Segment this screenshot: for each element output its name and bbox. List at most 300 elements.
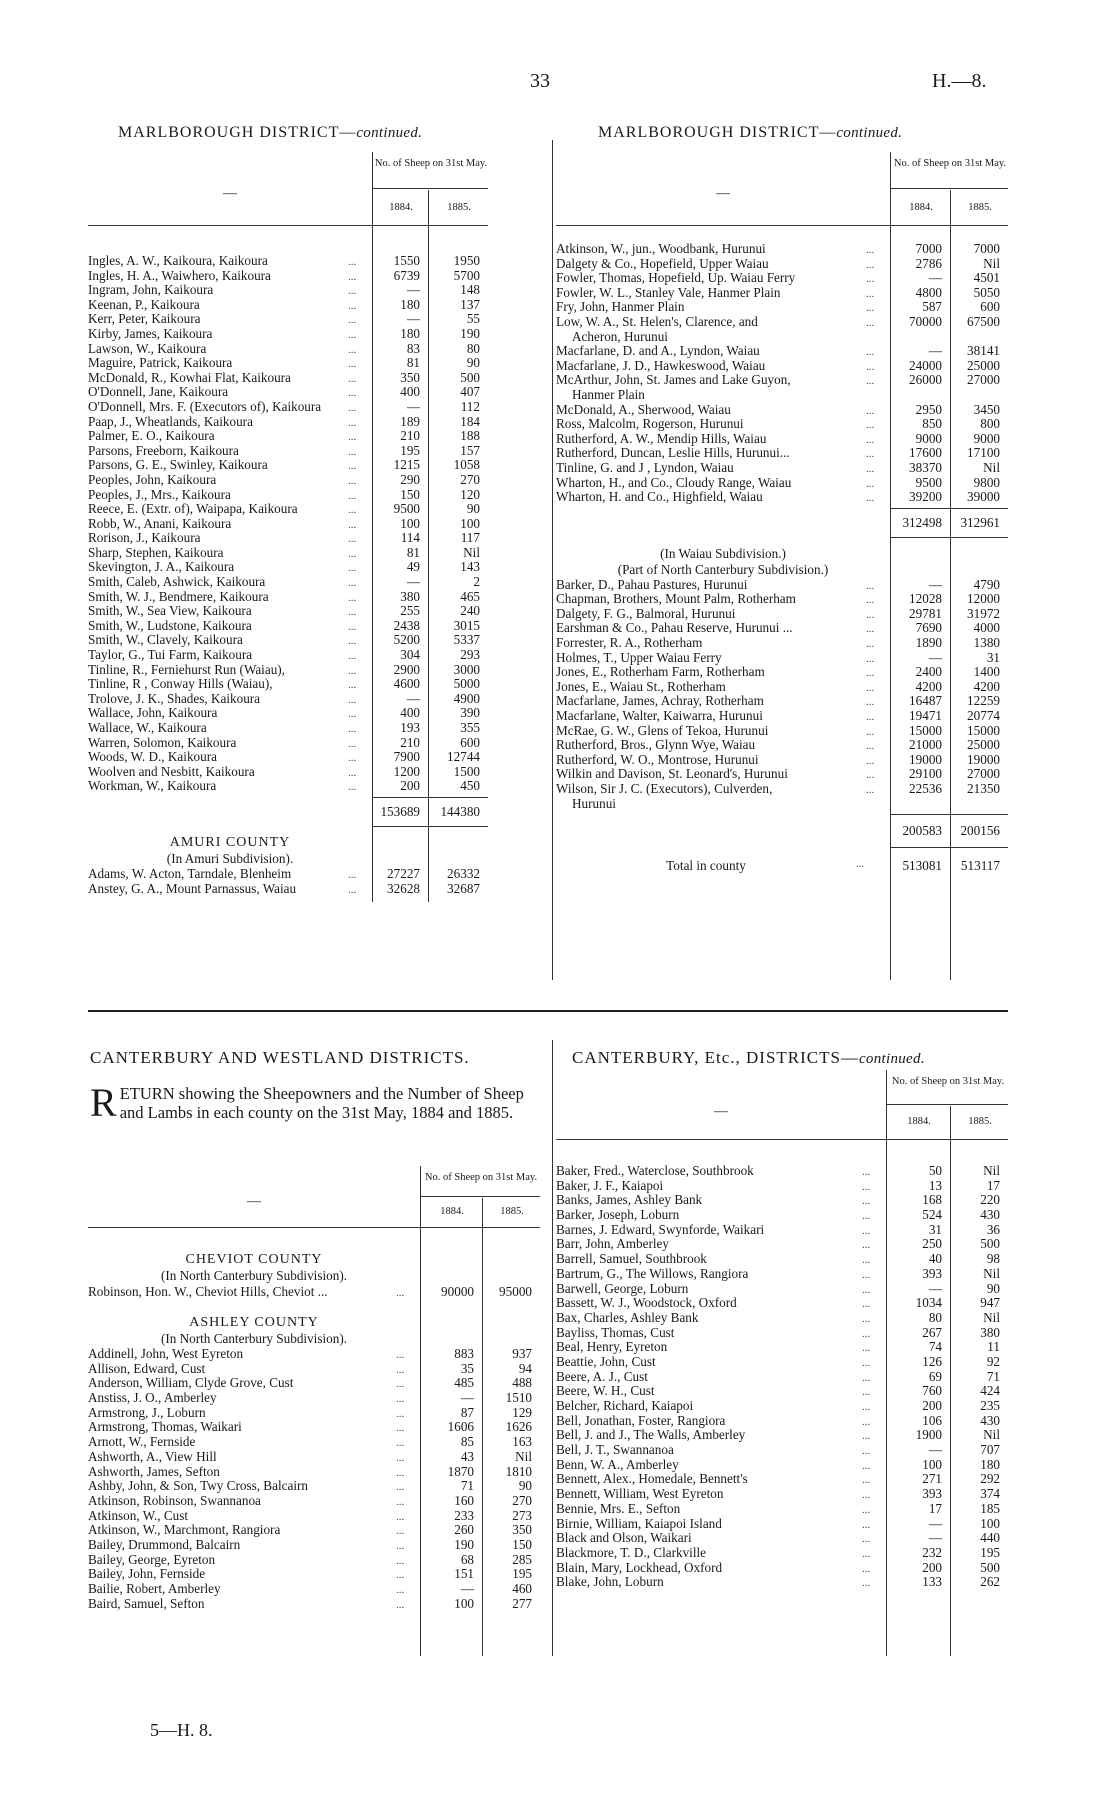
leader-dots: ...	[866, 652, 875, 665]
sheep-1885: Nil	[983, 255, 1000, 271]
leader-dots: ...	[866, 419, 875, 432]
owner-name: Macfarlane, James, Achray, Rotherham	[556, 694, 764, 709]
owner-name: Paap, J., Wheatlands, Kaikoura	[88, 414, 253, 429]
table-row	[88, 1465, 540, 1480]
sheep-1885: 430	[980, 1207, 1000, 1223]
total-1884: 153689	[380, 803, 420, 819]
leader-dots: ...	[866, 696, 875, 709]
sheep-1884: —	[928, 1515, 942, 1531]
sheep-1884: 304	[400, 647, 420, 663]
owner-name: Tinline, R , Conway Hills (Waiau),	[88, 677, 273, 692]
table-row	[556, 1546, 1008, 1561]
sheep-1885: Nil	[515, 1448, 532, 1464]
sheep-1885: 4200	[973, 678, 1000, 694]
sheep-1885: 17	[986, 1177, 1000, 1193]
leader-dots: ...	[348, 766, 357, 779]
amuri-county-title: AMURI COUNTY	[169, 834, 291, 850]
leader-dots: ...	[348, 358, 357, 371]
table-row	[556, 1340, 1008, 1355]
table-row	[556, 1179, 1008, 1194]
owner-name: McArthur, John, St. James and Lake Guyon,	[556, 373, 791, 388]
sheep-1884: 21000	[909, 737, 942, 753]
leader-dots: ...	[866, 316, 875, 329]
table-row	[556, 1370, 1008, 1385]
sheep-1884: 19471	[909, 708, 942, 724]
table-row	[88, 1523, 540, 1538]
table-row	[556, 286, 1008, 301]
sheep-1885: 137	[460, 296, 480, 312]
owner-name: O'Donnell, Jane, Kaikoura	[88, 385, 229, 400]
column-group-label: No. of Sheep on 31st May.	[424, 1172, 538, 1183]
sheep-1884: 2400	[915, 664, 942, 680]
sheep-1885: 95000	[499, 1284, 532, 1299]
sheep-1884: 9500	[915, 474, 942, 490]
sheep-1885: 9800	[973, 474, 1000, 490]
column-header-dash: —	[223, 186, 237, 201]
sheep-1885: 1626	[505, 1419, 532, 1435]
leader-dots: ...	[862, 1430, 871, 1443]
sheep-1884: 1034	[915, 1295, 942, 1311]
table-row	[556, 242, 1008, 257]
column-header-dash: —	[716, 186, 730, 201]
sheep-1885: 26332	[447, 865, 480, 881]
sheep-1884: 200	[922, 1398, 942, 1413]
sheep-1884: 290	[400, 471, 420, 487]
owner-name: Bax, Charles, Ashley Bank	[556, 1310, 699, 1325]
sheep-1885: 947	[980, 1295, 1000, 1311]
sheep-1884: 81	[406, 355, 420, 371]
sheep-1884: —	[460, 1390, 474, 1406]
sheep-1885: 100	[460, 515, 480, 531]
sheep-1885: 4790	[973, 576, 1000, 592]
sheep-1885: 100	[980, 1515, 1000, 1531]
sheep-1885: 1510	[505, 1390, 532, 1406]
leader-dots: ...	[348, 416, 357, 429]
sheep-1884: 80	[928, 1309, 942, 1325]
sheep-1885: 17100	[967, 445, 1000, 461]
column-rule-lb	[420, 1228, 421, 1656]
column-rule-rb-2	[950, 1140, 951, 1656]
sheep-1885: 12000	[967, 591, 1000, 607]
sheep-1885: 129	[512, 1404, 532, 1420]
owner-name: Peoples, John, Kaikoura	[88, 472, 217, 487]
owner-name: Barrell, Samuel, Southbrook	[556, 1252, 707, 1267]
owner-name: Ashworth, James, Sefton	[88, 1464, 220, 1479]
owner-name: Bell, Jonathan, Foster, Rangiora	[556, 1413, 726, 1428]
owner-name: Bailey, Drummond, Balcairn	[88, 1537, 241, 1552]
owner-name: Sharp, Stephen, Kaikoura	[88, 545, 224, 560]
owner-name: Rutherford, W. O., Montrose, Hurunui	[556, 752, 759, 767]
leader-dots: ...	[348, 328, 357, 341]
leader-dots: ...	[396, 1422, 405, 1435]
sheep-1884: 393	[922, 1486, 942, 1502]
sheep-1885: 293	[460, 647, 480, 663]
table-row	[556, 1414, 1008, 1429]
leader-dots: ...	[862, 1401, 871, 1413]
column-header	[88, 152, 488, 226]
owner-name: Fowler, W. L., Stanley Vale, Hanmer Plain	[556, 285, 781, 300]
owner-name: Ingram, John, Kaikoura	[88, 283, 214, 298]
leader-dots: ...	[396, 1451, 405, 1464]
sheep-1884: 1900	[915, 1427, 942, 1443]
owner-name: Blackmore, T. D., Clarkville	[556, 1545, 707, 1560]
owner-name: Macfarlane, J. D., Hawkeswood, Waiau	[556, 358, 766, 373]
owner-name: Armstrong, Thomas, Waikari	[88, 1420, 242, 1435]
sheep-1885: 195	[512, 1566, 532, 1582]
sheep-1885: 488	[512, 1375, 532, 1391]
leader-dots: ...	[348, 781, 357, 794]
table-row	[556, 1282, 1008, 1297]
leader-dots: ...	[348, 620, 357, 633]
leader-dots: ...	[348, 737, 357, 750]
owner-name: Arnott, W., Fernside	[88, 1435, 196, 1450]
table-row	[556, 1443, 1008, 1458]
owner-name: Wallace, John, Kaikoura	[88, 706, 218, 721]
sheep-1884: 485	[454, 1375, 474, 1391]
sheep-1884: 4800	[915, 284, 942, 300]
table-row	[556, 621, 1008, 636]
table-row	[556, 476, 1008, 491]
sheep-1885: 94	[518, 1360, 532, 1376]
owner-name: Black and Olson, Waikari	[556, 1531, 692, 1546]
sheep-1885: 440	[980, 1530, 1000, 1546]
sheep-1885: 460	[512, 1581, 532, 1596]
sheep-1884: 19000	[909, 751, 942, 767]
owner-name: Smith, W., Clavely, Kaikoura	[88, 633, 243, 648]
owner-name: Chapman, Brothers, Mount Palm, Rotherham	[556, 592, 796, 607]
ashley-county-title: ASHLEY COUNTY	[189, 1315, 319, 1330]
leader-dots: ...	[862, 1210, 871, 1223]
sheep-1884: 587	[922, 299, 942, 315]
sheep-1884: 83	[406, 340, 420, 356]
sheep-1885: 407	[460, 384, 480, 400]
sheep-1884: 68	[460, 1551, 474, 1567]
table-row	[88, 1553, 540, 1568]
sheep-1885: 277	[512, 1595, 532, 1611]
sheep-1885: 25000	[967, 737, 1000, 753]
sheep-1884: 180	[400, 296, 420, 312]
sheep-1885: 374	[980, 1486, 1000, 1502]
owner-name: Holmes, T., Upper Waiau Ferry	[556, 650, 722, 665]
leader-dots: ...	[348, 314, 357, 327]
sheep-1885: 36	[986, 1221, 1000, 1237]
sheep-1884: —	[460, 1581, 474, 1596]
leader-dots: ...	[348, 343, 357, 356]
sheep-1885: 1500	[453, 763, 480, 779]
column-group-rule	[372, 188, 488, 189]
left-bottom-table	[88, 1166, 540, 1611]
owner-name: Fry, John, Hanmer Plain	[556, 300, 685, 315]
owner-name: Workman, W., Kaikoura	[88, 779, 217, 794]
owner-name: McDonald, R., Kowhai Flat, Kaikoura	[88, 370, 291, 385]
county-total-label: Total in county	[666, 858, 746, 874]
leader-dots: ...	[866, 258, 875, 271]
owner-name: Wilkin and Davison, St. Leonard's, Hurunui	[556, 767, 788, 782]
year-1885-label: 1885.	[968, 202, 992, 213]
sheep-1884: 233	[454, 1507, 474, 1523]
owner-name: Rorison, J., Kaikoura	[88, 531, 201, 546]
table-row	[556, 1237, 1008, 1252]
leader-dots: ...	[866, 346, 875, 359]
leader-dots: ...	[862, 1445, 871, 1458]
owner-name: Addinell, John, West Eyreton	[88, 1347, 244, 1361]
sheep-1885: 190	[460, 325, 480, 341]
owner-name: Belcher, Richard, Kaiapoi	[556, 1399, 694, 1413]
owner-name: Dalgety & Co., Hopefield, Upper Waiau	[556, 256, 769, 271]
leader-dots: ...	[862, 1239, 871, 1252]
leader-dots: ...	[348, 708, 357, 721]
leader-dots: ...	[862, 1283, 871, 1296]
sheep-1884: 250	[922, 1236, 942, 1252]
sheep-1884: 150	[400, 486, 420, 502]
sheep-1884: 31	[928, 1221, 942, 1237]
leader-dots: ...	[396, 1539, 405, 1552]
leader-dots: ...	[862, 1459, 871, 1472]
sheep-1884: 160	[454, 1492, 474, 1508]
sheep-1884: 16487	[909, 693, 942, 709]
sheep-1885: 350	[512, 1522, 532, 1538]
sheep-1884: 26000	[909, 372, 942, 388]
table-row	[88, 1597, 540, 1612]
column-rule-left-2	[428, 226, 429, 902]
right-top-rows	[556, 242, 1008, 505]
sheep-1885: 20774	[967, 708, 1000, 724]
owner-name: Blake, John, Loburn	[556, 1575, 664, 1590]
sheep-1884: 15000	[909, 722, 942, 738]
owner-name: Allison, Edward, Cust	[88, 1361, 206, 1376]
sheep-1885: 9000	[973, 430, 1000, 446]
table-row	[556, 1575, 1008, 1590]
sheep-1885: 4900	[453, 690, 480, 706]
leader-dots: ...	[396, 1569, 405, 1582]
leader-dots: ...	[862, 1312, 871, 1325]
table-row	[556, 1487, 1008, 1502]
sheep-1884: 2438	[393, 617, 420, 633]
sheep-1885: 5700	[453, 267, 480, 283]
leader-dots: ...	[862, 1547, 871, 1560]
table-row	[556, 724, 1008, 739]
owner-name: Woods, W. D., Kaikoura	[88, 750, 217, 765]
owner-name: Ashworth, A., View Hill	[88, 1449, 217, 1464]
table-row	[556, 1267, 1008, 1282]
sheep-1884: 133	[922, 1574, 942, 1590]
sheep-1885: 27000	[967, 372, 1000, 388]
sheep-1884: 400	[400, 705, 420, 721]
sheep-1885: 112	[460, 398, 480, 414]
sheep-1885: 450	[460, 778, 480, 794]
leader-dots: ...	[866, 608, 875, 621]
column-header	[88, 1166, 540, 1228]
column-group-rule	[886, 1104, 1008, 1105]
sheep-1885: 25000	[967, 357, 1000, 373]
sheep-1885: 90	[466, 501, 480, 517]
sheep-1885: 120	[460, 486, 480, 502]
leader-dots: ...	[866, 287, 875, 300]
table-row	[556, 1384, 1008, 1399]
sheep-1884: 393	[922, 1265, 942, 1281]
column-header-dash: —	[714, 1104, 728, 1119]
owner-name: Low, W. A., St. Helen's, Clarence, and	[556, 314, 758, 329]
cheviot-county-subtitle: (In North Canterbury Subdivision).	[160, 1268, 348, 1283]
owner-name: Tinline, R., Ferniehurst Run (Waiau),	[88, 662, 285, 677]
leader-dots: ...	[348, 489, 357, 502]
table-row	[556, 636, 1008, 651]
owner-name: Ingles, A. W., Kaikoura, Kaikoura	[88, 254, 268, 268]
table-row	[556, 1193, 1008, 1208]
sheep-1884: —	[928, 1530, 942, 1546]
owner-name: Benn, W. A., Amberley	[556, 1457, 679, 1472]
sheep-1884: 168	[922, 1192, 942, 1208]
sheep-1884: 210	[400, 734, 420, 750]
table-row	[88, 1567, 540, 1582]
sheep-1885: 270	[460, 471, 480, 487]
table-row	[88, 1376, 540, 1391]
sheep-1884: 1200	[393, 763, 420, 779]
table-row	[88, 1479, 540, 1494]
leader-dots: ...	[396, 1378, 405, 1391]
subtotal2-1884: 200583	[902, 823, 942, 839]
sheep-1885: Nil	[983, 1265, 1000, 1281]
owner-name: Robinson, Hon. W., Cheviot Hills, Cheviot ...	[88, 1284, 328, 1299]
waiau-subdivision-title: (In Waiau Subdivision.)	[660, 545, 786, 561]
owner-name: Bayliss, Thomas, Cust	[556, 1325, 675, 1340]
left-top-title: MARLBOROUGH DISTRICT—continued.	[118, 124, 423, 141]
table-row	[556, 1428, 1008, 1443]
leader-dots: ...	[348, 285, 357, 298]
table-row	[556, 694, 1008, 709]
county-total-1885: 513117	[960, 858, 1000, 874]
table-row	[556, 651, 1008, 666]
table-row	[556, 373, 1008, 388]
waiau-rows	[556, 578, 1008, 812]
sheep-1885: 31	[986, 649, 1000, 665]
owner-name: Robb, W., Anani, Kaikoura	[88, 516, 232, 531]
sheep-1885: 15000	[967, 722, 1000, 738]
table-row	[556, 403, 1008, 418]
sheep-1885: 184	[460, 413, 480, 429]
table-row	[556, 1311, 1008, 1326]
sheep-1885: 707	[980, 1442, 1000, 1458]
sheep-1885: 180	[980, 1456, 1000, 1472]
owner-name: Kerr, Peter, Kaikoura	[88, 312, 201, 327]
sheep-1885: 2	[473, 574, 480, 590]
owner-name: Bennie, Mrs. E., Sefton	[556, 1501, 681, 1516]
table-row	[556, 330, 1008, 345]
sheep-1884: —	[928, 649, 942, 665]
leader-dots: ...	[866, 769, 875, 782]
leader-dots: ...	[348, 445, 357, 458]
owner-name: Beere, A. J., Cust	[556, 1369, 648, 1384]
table-row	[88, 1435, 540, 1450]
leader-dots: ...	[862, 1254, 871, 1267]
sheep-1885: 185	[980, 1500, 1000, 1516]
leader-dots: ...	[862, 1474, 871, 1487]
sheep-1885: 39000	[967, 489, 1000, 505]
owner-name: Wharton, H. and Co., Highfield, Waiau	[556, 490, 763, 505]
owner-name: Forrester, R. A., Rotherham	[556, 636, 703, 651]
sheep-1885: 143	[460, 559, 480, 575]
sheep-1885: 3015	[453, 617, 480, 633]
owner-name: Earshman & Co., Pahau Reserve, Hurunui ...	[556, 621, 793, 636]
leader-dots: ...	[348, 606, 357, 619]
table-row	[556, 782, 1008, 797]
sheep-1884: 43	[460, 1448, 474, 1464]
sheep-1885: 12259	[967, 693, 1000, 709]
sheep-1884: 87	[460, 1404, 474, 1420]
leader-dots: ...	[862, 1518, 871, 1531]
leader-dots: ...	[396, 1407, 405, 1420]
table-row	[556, 1208, 1008, 1223]
table-row	[88, 1347, 540, 1362]
leader-dots: ...	[348, 723, 357, 735]
sheep-1884: 22536	[909, 781, 942, 796]
leader-dots: ...	[348, 693, 357, 706]
table-row	[88, 1494, 540, 1509]
sheep-1884: 200	[922, 1559, 942, 1575]
sheep-1884: 1890	[915, 635, 942, 651]
year-divider	[482, 1198, 483, 1227]
sheep-1885: 500	[980, 1559, 1000, 1575]
sheep-1884: 255	[400, 603, 420, 619]
sheep-1884: 760	[922, 1383, 942, 1399]
sheep-1885: 7000	[973, 241, 1000, 256]
table-row	[88, 1284, 540, 1299]
leader-dots: ...	[348, 518, 357, 531]
owner-name: Lawson, W., Kaikoura	[88, 341, 207, 356]
table-row	[556, 665, 1008, 680]
leader-dots: ...	[396, 1466, 405, 1479]
leader-dots: ...	[866, 754, 875, 767]
leader-dots: ...	[866, 784, 875, 796]
column-header	[556, 1070, 1008, 1140]
year-divider	[950, 1106, 951, 1139]
leader-dots: ...	[866, 360, 875, 373]
table-row	[556, 1517, 1008, 1532]
sheep-1884: 100	[454, 1595, 474, 1611]
sheep-1884: 380	[400, 588, 420, 604]
table-row	[556, 753, 1008, 768]
sheep-1885: 390	[460, 705, 480, 721]
leader-dots: ...	[862, 1386, 871, 1399]
owner-name: Bailie, Robert, Amberley	[88, 1582, 221, 1596]
owner-name: Baird, Samuel, Sefton	[88, 1596, 205, 1611]
owner-name: McRae, G. W., Glens of Tekoa, Hurunui	[556, 723, 769, 738]
table-row	[556, 680, 1008, 695]
sheep-1885: 12744	[447, 749, 480, 765]
owner-name: Rutherford, A. W., Mendip Hills, Waiau	[556, 431, 767, 446]
leader-dots: ...	[396, 1510, 405, 1523]
right-top-table	[556, 152, 1008, 874]
year-1884-label: 1884.	[440, 1206, 464, 1217]
sheep-1884: 71	[460, 1478, 474, 1494]
sheep-1884: 2900	[393, 661, 420, 677]
leader-dots: ...	[348, 372, 357, 385]
right-bottom-title: CANTERBURY, Etc., DISTRICTS—continued.	[572, 1048, 925, 1067]
sheep-1884: 50	[928, 1163, 942, 1178]
sheep-1885: 1400	[973, 664, 1000, 680]
footer-sheet-mark: 5—H. 8.	[150, 1720, 213, 1740]
table-row	[556, 592, 1008, 607]
owner-name: Barnes, J. Edward, Swynforde, Waikari	[556, 1222, 765, 1237]
sheep-1884: —	[406, 574, 420, 590]
sheep-1885: 163	[512, 1434, 532, 1450]
table-row	[556, 446, 1008, 461]
column-rule-lb-2	[482, 1228, 483, 1656]
return-description: RETURN showing the Sheepowners and the Number of Sheep and Lambs in each county on the 31st May, 1884 and 1885.	[90, 1080, 524, 1125]
sheep-1885: 90	[518, 1478, 532, 1494]
sheep-1884: —	[406, 690, 420, 706]
column-header	[556, 152, 1008, 226]
